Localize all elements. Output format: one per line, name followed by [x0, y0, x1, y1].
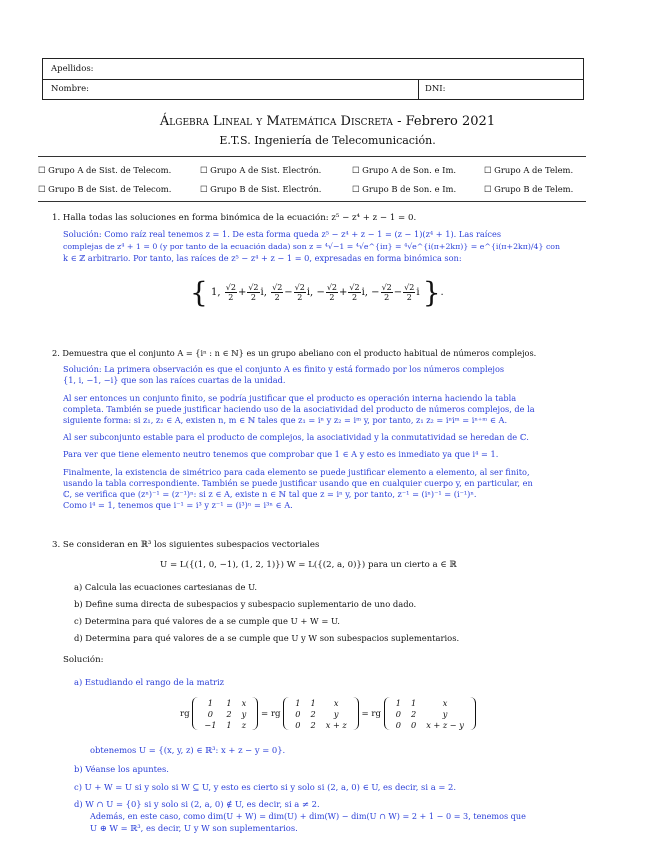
surname-label: Apellidos: — [51, 64, 94, 74]
group-checkbox-b4[interactable]: ☐ Grupo B de Telem. — [484, 184, 574, 194]
group-checkbox-a2[interactable]: ☐ Grupo A de Sist. Electrón. — [200, 165, 322, 175]
group-checkbox-a4[interactable]: ☐ Grupo A de Telem. — [484, 165, 574, 175]
group-checkbox-b3[interactable]: ☐ Grupo B de Son. e Im. — [352, 184, 457, 194]
exam-date: Febrero 2021 — [405, 114, 496, 129]
title-dash: - — [392, 114, 406, 129]
group-checkbox-b2[interactable]: ☐ Grupo B de Sist. Electrón. — [200, 184, 322, 194]
q3-sol-d: d) W ∩ U = {0} si y solo si (2, a, 0) ∉ U, es decir, si a ≠ 2. — [74, 799, 320, 809]
q3-sol-d-line-2: Además, en este caso, como dim(U + W) = dim(U) + dim(W) − dim(U ∩ W) = 2 + 1 − 0 = 3, tenemos que — [90, 811, 526, 821]
matrix-2: 1 1 x 0 2 y 0 2 x + z — [283, 697, 358, 730]
q2-paragraph-5c: ℂ, se verifica que (zⁿ)⁻¹ = (z⁻¹)ⁿ: si z ∈ A, existe n ∈ ℕ tal que z = iⁿ y, por tanto, z⁻¹ = (iⁿ)⁻¹ = (i⁻¹)ⁿ. — [63, 489, 477, 499]
divider-top — [38, 156, 586, 157]
school-subtitle: E.T.S. Ingeniería de Telecomunicación. — [219, 134, 436, 147]
student-info-box — [42, 58, 584, 100]
matrix-1: 1 1 x 0 2 y −1 1 z — [192, 697, 258, 730]
fraction: $\frac{√2}{2}$ — [404, 283, 415, 302]
q2-paragraph-4: Para ver que tiene elemento neutro tenemos que comprobar que 1 ∈ A y esto es inmediato ya que i⁴ = 1. — [63, 449, 499, 459]
divider-groups — [38, 201, 586, 202]
q2-paragraph-5d: Como i⁴ = 1, tenemos que i⁻¹ = i³ y z⁻¹ = (i³)ⁿ = i³ⁿ ∈ A. — [63, 500, 293, 510]
q3-part-d: d) Determina para qué valores de a se cumple que U y W son subespacios suplementarios. — [74, 633, 460, 643]
question-2-statement: 2. Demuestra que el conjunto A = {iⁿ : n ∈ ℕ} es un grupo abeliano con el producto habitual de números complejos. — [52, 348, 537, 358]
q2-paragraph-1a: Solución: La primera observación es que el conjunto A es finito y está formado por los números complejos — [63, 364, 505, 374]
root-1: 1, — [211, 287, 221, 298]
fraction: $\frac{√2}{2}$ — [349, 283, 360, 302]
matrix-3: 1 1 x 0 2 y 0 0 x + z − y — [384, 697, 476, 730]
q2-paragraph-2a: Al ser entonces un conjunto finito, se podría justificar que el producto es operación interna haciendo la tabla — [63, 393, 517, 403]
rank-label: rg — [180, 709, 190, 719]
q1-solution-line-3: k ∈ ℤ arbitrario. Por tanto, las raíces de z⁵ − z⁴ + z − 1 = 0, expresadas en forma binómica son: — [63, 253, 462, 263]
question-1-statement: 1. Halla todas las soluciones en forma binómica de la ecuación: z⁵ − z⁴ + z − 1 = 0. — [52, 213, 417, 223]
q2-paragraph-1b: {1, i, −1, −i} que son las raíces cuartas de la unidad. — [63, 375, 286, 385]
rank-equation: rg 1 1 x 0 2 y −1 1 z = rg 1 1 x 0 2 y 0 2 x + z = rg 1 1 x 0 2 y 0 0 x + z − y — [180, 697, 476, 730]
group-checkbox-a3[interactable]: ☐ Grupo A de Son. e Im. — [352, 165, 457, 175]
q2-paragraph-2c: siguiente forma: si z₁, z₂ ∈ A, existen n, m ∈ ℕ tales que z₁ = iⁿ y z₂ = iᵐ y, por tanto, z₁ z₂ = iⁿiᵐ = iⁿ⁺ᵐ ∈ A. — [63, 415, 508, 425]
q3-sol-a-result: obtenemos U = {(x, y, z) ∈ ℝ³: x + z − y = 0}. — [90, 745, 286, 755]
q2-paragraph-5b: usando la tabla correspondiente. También se puede justificar usando que en cualquier cuerpo y, en particular, en — [63, 478, 533, 488]
fraction: $\frac{√2}{2}$ — [294, 283, 305, 302]
fraction: $\frac{√2}{2}$ — [381, 283, 392, 302]
q1-solution-line-2: complejas de z⁴ + 1 = 0 (y por tanto de la ecuación dada) son z = ⁴√−1 = ⁴√e^{iπ} = ⁴√e^{i(π+2kπ)} = e^{i(π+2kπ)/4} con — [63, 242, 561, 251]
q3-part-a: a) Calcula las ecuaciones cartesianas de U. — [74, 582, 258, 592]
q3-sol-d-line-3: U ⊕ W = ℝ³, es decir, U y W son suplementarios. — [90, 823, 298, 833]
name-label: Nombre: — [51, 84, 90, 94]
set-open-brace: { — [190, 276, 208, 309]
q1-roots-set: { 1, $\frac{√2}{2}$ + $\frac{√2}{2}$ i, $\frac{√2}{2}$ − $\frac{√2}{2}$ i, − $\frac{√2}{2}$ + $\frac{√2}{2}$ i, − $\frac{√2}{2}$ − $\frac{√2}{2}$ i }. — [190, 276, 444, 309]
group-checkbox-a1[interactable]: ☐ Grupo A de Sist. de Telecom. — [38, 165, 172, 175]
q2-paragraph-5a: Finalmente, la existencia de simétrico para cada elemento se puede justificar elemento a elemento, al ser finito, — [63, 467, 530, 477]
q3-subspaces: U = L({(1, 0, −1), (1, 2, 1)}) W = L({(2, a, 0)}) para un cierto a ∈ ℝ — [160, 560, 457, 570]
q3-part-c: c) Determina para qué valores de a se cumple que U + W = U. — [74, 616, 340, 626]
q3-solution-label: Solución: — [63, 655, 104, 665]
surname-row[interactable] — [43, 59, 583, 80]
header-divider — [418, 79, 419, 99]
fraction: $\frac{√2}{2}$ — [326, 283, 338, 302]
fraction: $\frac{√2}{2}$ — [272, 283, 283, 302]
q1-solution-line-1: Solución: Como raíz real tenemos z = 1. De esta forma queda z⁵ − z⁴ + z − 1 = (z − 1)(z⁴ + 1). Las raíces — [63, 229, 502, 239]
set-close-brace: } — [422, 276, 441, 309]
q3-sol-a: a) Estudiando el rango de la matriz — [74, 677, 225, 687]
q3-sol-c: c) U + W = U si y solo si W ⊆ U, y esto es cierto si y solo si (2, a, 0) ∈ U, es decir, si a = 2. — [74, 782, 457, 792]
name-row[interactable] — [43, 79, 583, 99]
q3-part-b: b) Define suma directa de subespacios y subespacio suplementario de uno dado. — [74, 599, 417, 609]
question-3-statement: 3. Se consideran en ℝ³ los siguientes subespacios vectoriales — [52, 540, 320, 550]
course-title: Álgebra Lineal y Matemática Discreta — [159, 114, 393, 129]
q2-paragraph-2b: completa. También se puede justificar haciendo uso de la asociatividad del producto de números complejos, de la — [63, 404, 535, 414]
group-checkbox-b1[interactable]: ☐ Grupo B de Sist. de Telecom. — [38, 184, 172, 194]
exam-title — [0, 114, 655, 129]
dni-label: DNI: — [425, 84, 446, 94]
q2-paragraph-3: Al ser subconjunto estable para el producto de complejos, la asociatividad y la conmutatividad se heredan de ℂ. — [63, 432, 529, 442]
fraction: $\frac{√2}{2}$ — [248, 283, 259, 302]
fraction: $\frac{√2}{2}$ — [225, 283, 236, 302]
q3-sol-b: b) Véanse los apuntes. — [74, 764, 169, 774]
